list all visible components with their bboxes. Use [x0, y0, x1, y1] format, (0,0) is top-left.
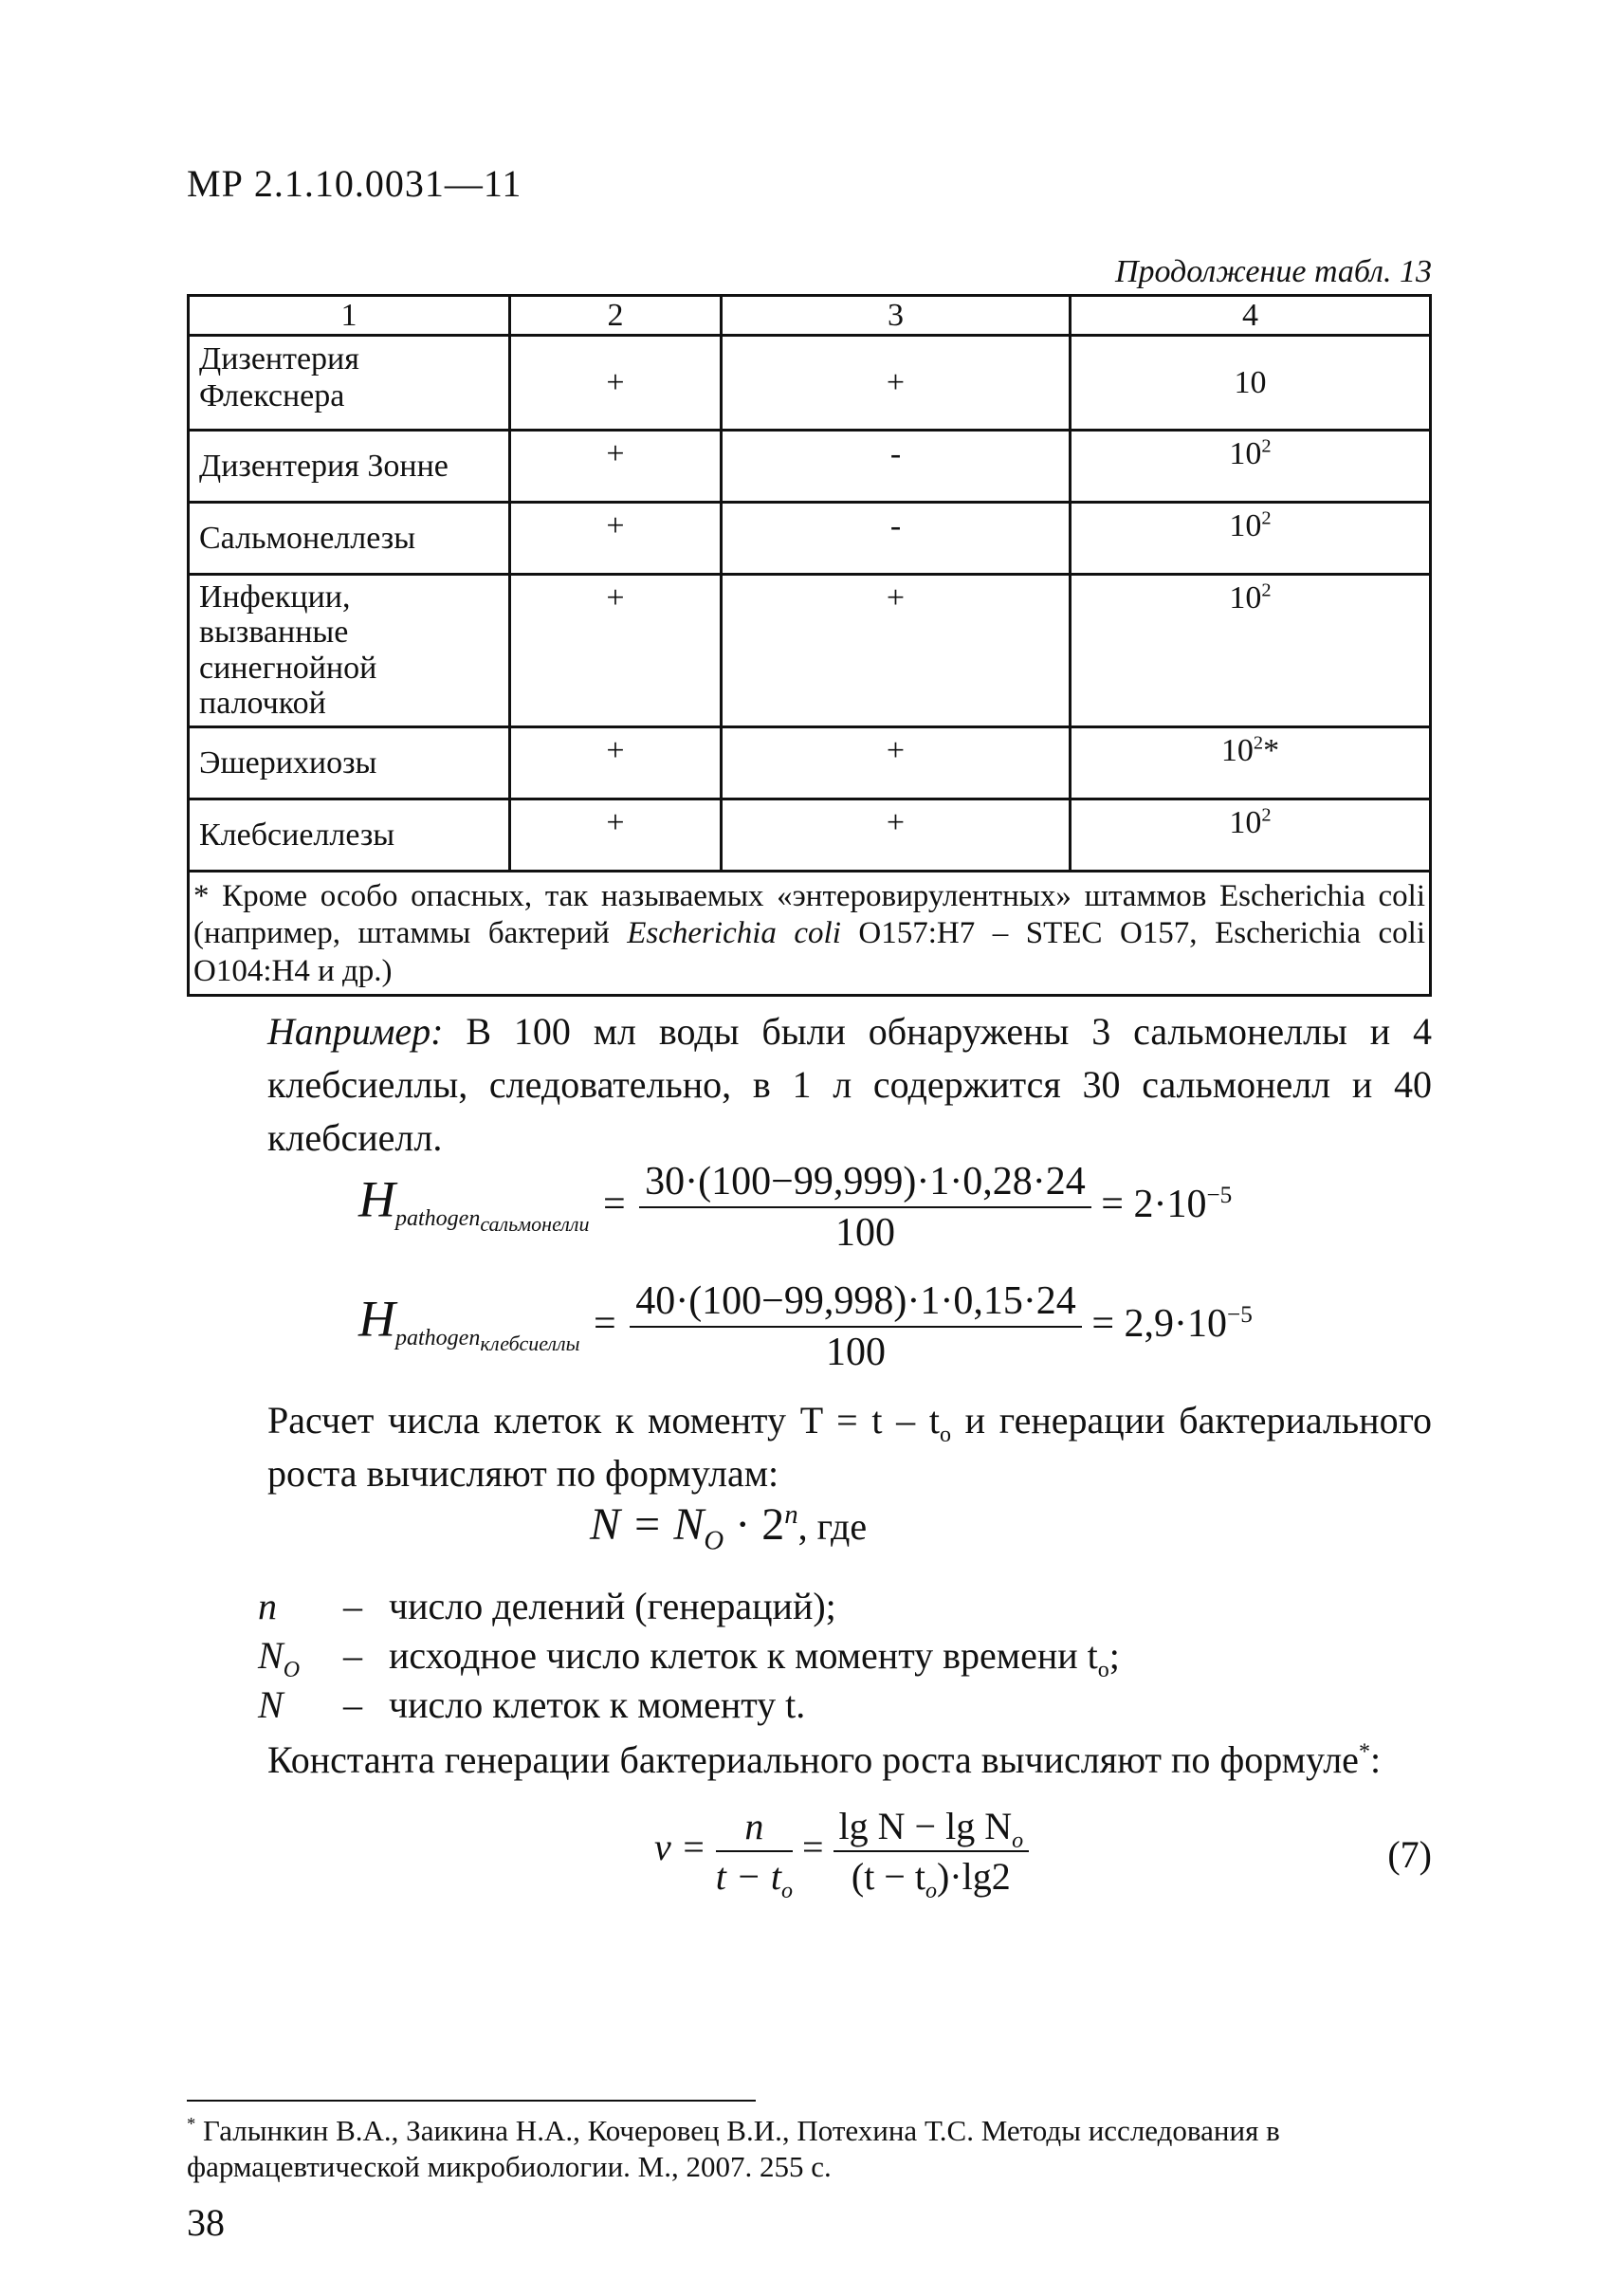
table-row	[189, 799, 1431, 871]
formula2-result-base: = 2,9·10	[1091, 1301, 1227, 1346]
formula3-sub: O	[704, 1525, 724, 1556]
definition-symbol	[258, 1631, 343, 1681]
cell-col4	[1071, 503, 1431, 575]
footnote-divider	[187, 2100, 756, 2102]
constant-paragraph	[267, 1734, 1432, 1787]
formula-salmonella: $H_{pathogen_{сальмонелли}}$ = $\frac{30\cdot(100-99,999)\cdot 1\cdot 0,28\cdot 24}{100}$ = $2\cdot 10^{-5}$	[358, 1160, 1233, 1255]
formula-klebsiella: $H_{pathogen_{клебсиеллы}}$ = $\frac{40\cdot(100-99,998)\cdot 1\cdot 0,15\cdot 24}{100}$ = $2,9\cdot 10^{-5}$	[358, 1279, 1253, 1374]
table-row	[189, 575, 1431, 727]
formula2-symbol: H	[358, 1290, 395, 1348]
table-row	[189, 503, 1431, 575]
formula3-lhs: N = N	[590, 1499, 705, 1550]
calc-text: Расчет числа клеток к моменту T = t – t	[267, 1399, 940, 1442]
cell-col3: +	[722, 799, 1071, 871]
example-lead: Например:	[267, 1010, 444, 1053]
formula4-frac2-den	[833, 1852, 1030, 1903]
table-note	[189, 871, 1431, 996]
formula1-subsub: сальмонелли	[480, 1211, 590, 1236]
definition-item: N – число клеток к моменту t.	[258, 1681, 1120, 1730]
table-row	[189, 336, 1431, 431]
cell-col4-base: 10	[1229, 508, 1262, 544]
constant-text: Константа генерации бактериального роста вычисляют по формуле	[267, 1738, 1359, 1781]
definition-symbol	[258, 1582, 343, 1631]
disease-name: Эшерихиозы	[189, 726, 510, 799]
formula4-fraction1	[715, 1804, 793, 1903]
formula3-mid: · 2	[724, 1499, 785, 1550]
cell-col4-base: 10	[1234, 365, 1267, 401]
cell-col4-base: 10	[1229, 436, 1262, 472]
footnote-ref-mark: *	[1358, 1739, 1370, 1765]
formula4-frac2-den-sub: o	[925, 1879, 937, 1903]
footnote-text: Галынкин В.А., Заикина Н.А., Кочеровец В.И., Потехина Т.С. Методы исследования в фармацевтической микробиологии. М., 2007. 255 с.	[187, 2114, 1280, 2183]
formula3-exp: n	[784, 1499, 798, 1530]
cell-col4-exp: 2	[1261, 804, 1272, 826]
formula1-sub	[395, 1206, 590, 1236]
footnote-mark: *	[187, 2114, 196, 2135]
formula4-frac1-den-sub: o	[780, 1879, 793, 1903]
cell-col2: +	[510, 799, 722, 871]
cell-col3: -	[722, 431, 1071, 503]
formula2-result	[1091, 1302, 1253, 1346]
formula1-result-base: = 2·10	[1101, 1182, 1207, 1226]
col-header-3: 3	[722, 296, 1071, 336]
cell-col4-exp: 2	[1261, 507, 1272, 529]
definition-text-end: ;	[1108, 1634, 1120, 1677]
table-row	[189, 726, 1431, 799]
definition-item: n – число делений (генераций);	[258, 1582, 1120, 1631]
cell-col2: +	[510, 336, 722, 431]
definition-symbol	[258, 1681, 343, 1730]
table-row	[189, 431, 1431, 503]
cell-col4-base: 10	[1229, 804, 1262, 840]
formula4-frac2-num-sub: o	[1012, 1828, 1024, 1853]
table-note-row	[189, 871, 1431, 996]
cell-col4-base: 10	[1229, 580, 1262, 616]
formula4-frac2-den-end: )·lg2	[936, 1855, 1011, 1898]
disease-name: Сальмонеллезы	[189, 503, 510, 575]
formula1-result-exp: −5	[1206, 1182, 1233, 1208]
cell-col3: +	[722, 336, 1071, 431]
col-header-1: 1	[189, 296, 510, 336]
calc-text-sub: о	[939, 1423, 951, 1447]
table-caption: Продолжение табл. 13	[1114, 254, 1432, 289]
definition-symbol-text: N	[258, 1683, 284, 1726]
definition-symbol-text: N	[258, 1634, 284, 1677]
col-header-2: 2	[510, 296, 722, 336]
definition-text: число клеток к моменту t.	[389, 1683, 806, 1726]
definition-text-sub: о	[1097, 1658, 1109, 1682]
formula4-frac1-den	[715, 1852, 793, 1903]
page-number: 38	[187, 2201, 225, 2244]
formula3-tail: , где	[797, 1505, 868, 1548]
example-text: В 100 мл воды были обнаружены 3 сальмонеллы и 4 клебсиеллы, следовательно, в 1 л содержится 30 сальмонелл и 40 клебсиелл.	[267, 1010, 1432, 1159]
formula1-symbol: H	[358, 1170, 395, 1228]
formula1-numerator: 30·(100−99,999)·1·0,28·24	[639, 1159, 1091, 1208]
formula1-denominator: 100	[834, 1211, 895, 1255]
cell-col2: +	[510, 503, 722, 575]
formula4-frac1-num: n	[716, 1804, 793, 1852]
cell-col3: +	[722, 575, 1071, 727]
formula2-sub	[395, 1326, 580, 1355]
disease-name: Дизентерия Флекснера	[189, 336, 510, 431]
document-header: МР 2.1.10.0031—11	[187, 162, 522, 205]
cell-col4-asterisk: *	[1263, 732, 1280, 768]
formula2-numerator: 40·(100−99,998)·1·0,15·24	[630, 1278, 1082, 1328]
cell-col4	[1071, 575, 1431, 727]
definitions-list	[258, 1582, 1120, 1730]
table-note-text-end: O157:H7 – STEC O157, Escherichia coli O104:H4 и др.)	[193, 916, 1425, 988]
cell-col2: +	[510, 726, 722, 799]
cell-col2: +	[510, 431, 722, 503]
constant-text-end: :	[1369, 1738, 1382, 1781]
formula2-subsub: клебсиеллы	[480, 1331, 580, 1355]
calc-paragraph	[267, 1394, 1432, 1500]
formula-constant: ν = $\frac{n}{t - t_o}$ = $\frac{\lg N - \lg N_o}{(t - t_o)\cdot\lg 2}$	[654, 1804, 1029, 1899]
formula-growth	[590, 1498, 868, 1556]
equation-number: (7)	[1387, 1833, 1432, 1876]
disease-table	[187, 294, 1432, 997]
formula2-denominator: 100	[826, 1331, 886, 1374]
formula2-sub-text: pathogen	[395, 1326, 481, 1351]
cell-col3: +	[722, 726, 1071, 799]
example-paragraph	[267, 1005, 1432, 1165]
table-note-text: * Кроме особо опасных, так называемых «энтеровирулентных» штаммов Escherichia coli (например, штаммы бактерий	[193, 878, 1425, 951]
col-header-4: 4	[1071, 296, 1431, 336]
cell-col4-exp: 2	[1253, 732, 1264, 754]
cell-col4	[1071, 726, 1431, 799]
definition-symbol-sub: O	[283, 1658, 301, 1682]
definition-symbol-text: n	[258, 1585, 277, 1627]
table-note-species: Escherichia coli	[627, 916, 841, 951]
cell-col2: +	[510, 575, 722, 727]
cell-col4	[1071, 336, 1431, 431]
calc-text-end: и генерации бактериального роста вычисляют по формулам:	[267, 1399, 1432, 1495]
formula4-frac1-den-text: t − t	[715, 1855, 781, 1898]
cell-col4	[1071, 799, 1431, 871]
disease-name: Дизентерия Зонне	[189, 431, 510, 503]
definition-text-main: исходное число клеток к моменту времени t	[389, 1634, 1098, 1677]
formula1-sub-text: pathogen	[395, 1206, 481, 1232]
cell-col3: -	[722, 503, 1071, 575]
definition-text: число делений (генераций);	[389, 1585, 836, 1627]
cell-col4-exp: 2	[1261, 579, 1272, 601]
formula4-frac2-num	[833, 1804, 1030, 1852]
footnote	[187, 2113, 1432, 2185]
cell-col4	[1071, 431, 1431, 503]
disease-name: Инфекции, вызванные синегнойной палочкой	[189, 575, 510, 727]
formula1-fraction	[639, 1159, 1091, 1256]
formula2-fraction	[630, 1278, 1082, 1375]
table-header-row	[189, 296, 1431, 336]
formula1-result	[1101, 1183, 1232, 1226]
definition-text	[389, 1631, 1120, 1681]
formula4-lhs: ν =	[654, 1826, 706, 1869]
cell-col4-base: 10	[1220, 732, 1254, 768]
formula4-frac2-num-text: lg N − lg N	[838, 1805, 1013, 1847]
cell-col4-exp: 2	[1261, 435, 1272, 457]
definition-item: $N_O$ – исходное число клеток к моменту времени $t_о$;	[258, 1631, 1120, 1681]
formula2-result-exp: −5	[1227, 1301, 1253, 1328]
disease-name: Клебсиеллезы	[189, 799, 510, 871]
formula4-frac2-den-text: (t − t	[851, 1855, 925, 1898]
